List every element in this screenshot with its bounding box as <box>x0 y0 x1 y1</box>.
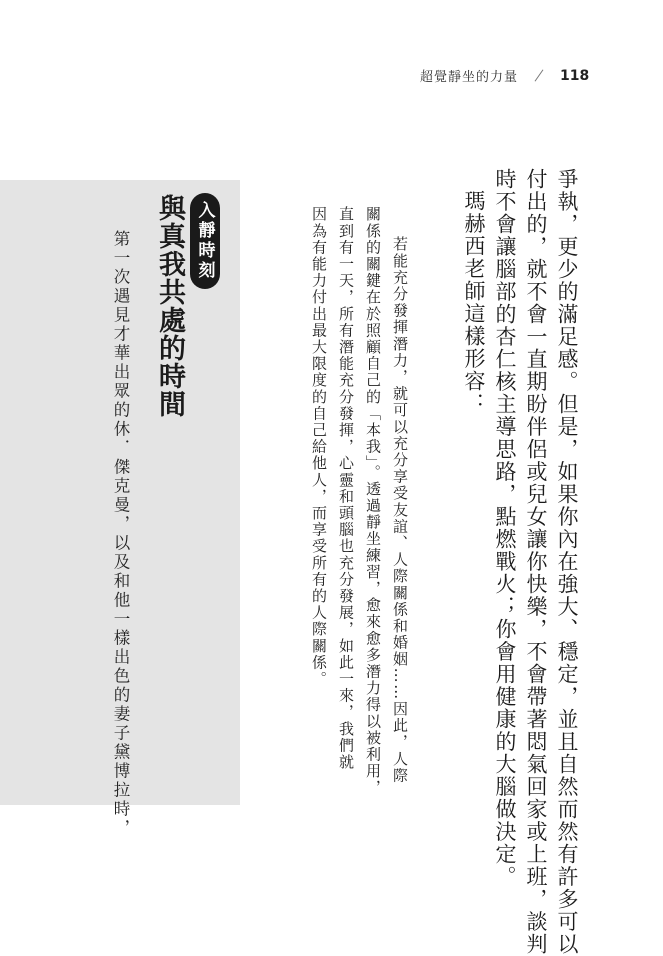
body-column-2: 付出的，就不會一直期盼伴侶或兒女讓你快樂，不會帶著悶氣回家或上班，談判 <box>524 168 548 956</box>
quote-column-1: 若能充分發揮潛力，就可以充分享受友誼、人際關係和婚姻……因此，人際 <box>391 236 409 784</box>
page-number: 118 <box>560 67 590 84</box>
quote-column-2: 關係的關鍵在於照顧自己的「本我」。透過靜坐練習，愈來愈多潛力得以被利用， <box>364 206 382 797</box>
running-header <box>420 66 589 85</box>
body-column-4: 瑪赫西老師這樣形容： <box>462 190 486 415</box>
body-column-3: 時不會讓腦部的杏仁核主導思路，點燃戰火；你會用健康的大腦做決定。 <box>493 168 517 888</box>
quote-column-4: 因為有能力付出最大限度的自己給他人，而享受所有的人際關係。 <box>310 206 328 688</box>
sidebar-body: 第一次遇見才華出眾的休．傑克曼，以及和他一樣出色的妻子黛博拉時， <box>111 230 130 838</box>
quote-column-3: 直到有一天，所有潛能充分發揮，心靈和頭腦也充分發展，如此一來，我們就 <box>337 206 355 771</box>
section-badge: 入靜時刻 <box>190 193 220 289</box>
sidebar-title: 與真我共處的時間 <box>154 194 185 418</box>
body-column-1: 爭執，更少的滿足感。但是，如果你內在強大、穩定，並且自然而然有許多可以 <box>555 168 579 956</box>
header-separator <box>535 69 544 81</box>
book-title: 超覺靜坐的力量 <box>420 70 519 85</box>
